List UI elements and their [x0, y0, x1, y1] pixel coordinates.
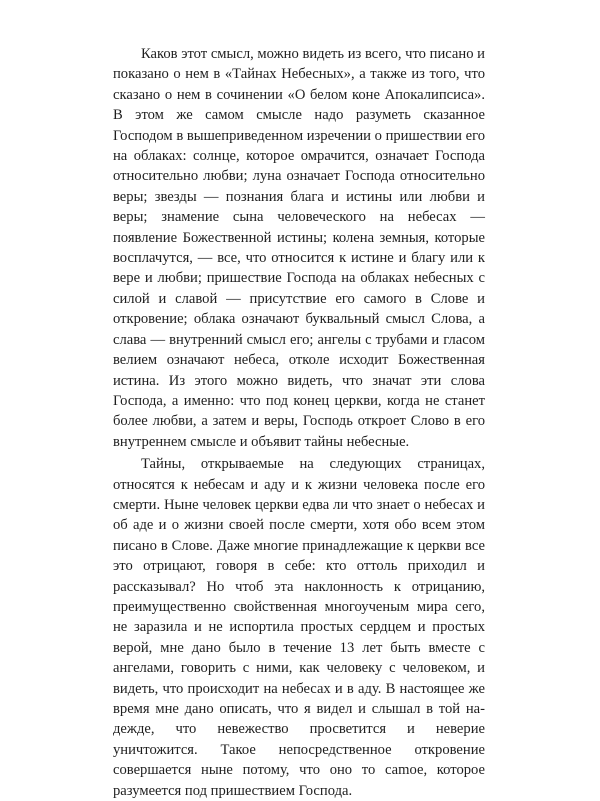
body-text: [113, 44, 485, 801]
paragraph-2: Тайны, открываемые на следующих страницах, относятся к небесам и аду и к жизни человека после его смерти. Ныне человек церкви едва ли что знает о небесах и об аде и о жизни своей после смерти, хотя обо всем этом писано в Слове. Даже многие принадлежащие к церкви все это отрицают, говоря в себе: кто оттоль приходил и рассказывал? Но чтоб эта наклонность к отрицанию, преимущественно свойственная многоученым мира сего, не заразила и не испортила простых сердцем и простых верой, мне дано было в течение 13 лет быть вместе с ангелами, говорить с ними, как человеку с человеком, и видеть, что происходит на небесах и в аду. В настоящее же время мне дано описать, что я видел и слышал в той надежде, что невежество просветится и неверие уничтожится. Такое непосредственное откровение совершается ныне потому, что оно то саmое, которое разумеется под пришествием Господа.: [113, 456, 485, 799]
paragraph-1: Каков этот смысл, можно видеть из всего, что писано и показано о нем в «Тайнах Небесных», а также из того, что сказано о нем в сочинении «О белом коне Апокалипсиса». В этом же самом смысле надо разуметь сказанное Господом в вышеприведенном изречении о пришествии его на облаках: солнце, которое омрачится, означает Господа относительно любви; луна означает Господа относительно веры; звезды — познания блага и истины или любви и веры; знамение сына человеческого на небесах — появление Божественной истины; колена земныя, которые восплачутся, — все, что относится к истине и благу или к вере и любви; пришествие Господа на облаках небесных с силой и славой — присутствие его самого в Слове и откровение; облака означают буквальный смысл Слова, а слава — внутренний смысл его; ангелы с трубами и гласом велием означают небеса, отколе исходит Божественная истина. Из этого можно видеть, что значат эти слова Господа, а именно: что под конец церкви, когда не станет более любви, а затем и веры, Господь откроет Слово в его внутреннем смысле и объявит тайны небесные.: [113, 46, 485, 450]
